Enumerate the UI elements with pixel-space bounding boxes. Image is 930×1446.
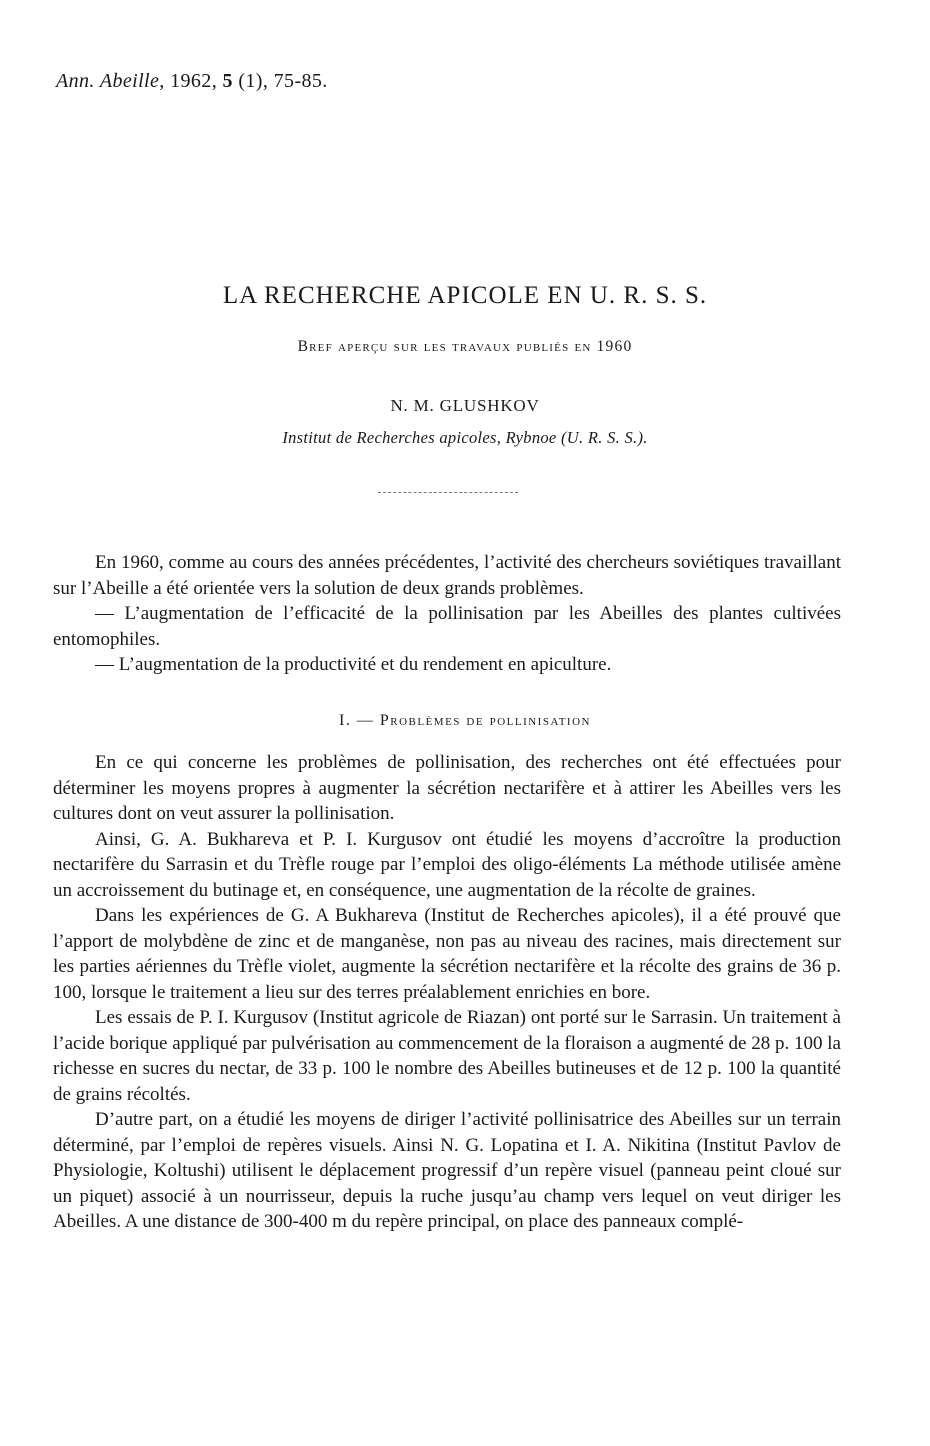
body-paragraph: En ce qui concerne les problèmes de pollinisation, des recherches ont été effectuées pour déterminer les moyens propres à augmenter la sécrétion nectarifère et à attirer les Abeilles vers les cultures dont on veut assurer la pollinisation.: [53, 752, 841, 824]
body-paragraph: Les essais de P. I. Kurgusov (Institut agricole de Riazan) ont porté sur le Sarrasin. Un traitement à l’acide borique appliqué par pulvérisation au commencement de la floraison a augmenté de 28 p. 100 la richesse en sucres du nectar, de 33 p. 100 le nombre des Abeilles butineuses et de 12 p. 100 la quantité de grains récoltés.: [53, 1007, 841, 1105]
citation-volume: 5: [222, 70, 233, 92]
section-body: [53, 750, 841, 1235]
intro-paragraph: En 1960, comme au cours des années précédentes, l’activité des chercheurs soviétiques travaillant sur l’Abeille a été orientée vers la solution de deux grands problèmes.: [53, 552, 841, 599]
citation-issue-pages: (1), 75-85.: [238, 70, 328, 92]
section-heading: I. — Problèmes de pollinisation: [339, 712, 591, 729]
journal-name: Ann. Abeille,: [56, 70, 165, 92]
author-affiliation: Institut de Recherches apicoles, Rybnoe (U. R. S. S.).: [282, 428, 648, 447]
intro-paragraph: — L’augmentation de l’efficacité de la pollinisation par les Abeilles des plantes cultivées entomophiles.: [53, 603, 841, 650]
body-paragraph: Ainsi, G. A. Bukhareva et P. I. Kurgusov ont étudié les moyens d’accroître la production nectarifère du Sarrasin et du Trèfle rouge par l’emploi des oligo-éléments La méthode utilisée amène un accroissement du butinage et, en conséquence, une augmentation de la récolte de graines.: [53, 828, 841, 901]
intro-paragraph: — L’augmentation de la productivité et du rendement en apiculture.: [95, 654, 612, 675]
intro-block: [53, 550, 841, 678]
body-paragraph: D’autre part, on a étudié les moyens de diriger l’activité pollinisatrice des Abeilles sur un terrain déterminé, par l’emploi de repères visuels. Ainsi N. G. Lopatina et I. A. Nikitina (Institut Pavlov de Physiologie, Koltushi) utilisent le déplacement progressif d’un repère visuel (panneau peint cloué sur un piquet) associé à un nourrisseur, depuis la ruche jusqu’au champ vers lequel on veut diriger les Abeilles. A une distance de 300-400 m du repère principal, on place des panneaux complé-: [53, 1109, 841, 1232]
author-name: N. M. GLUSHKOV: [390, 396, 540, 415]
article-subtitle: Bref aperçu sur les travaux publiés en 1960: [297, 338, 633, 355]
citation-year: 1962,: [170, 70, 218, 92]
article-title: LA RECHERCHE APICOLE EN U. R. S. S.: [222, 282, 708, 309]
body-paragraph: Dans les expériences de G. A Bukhareva (Institut de Recherches apicoles), il a été prouvé que l’apport de molybdène de zinc et de manganèse, non pas au niveau des racines, mais directement sur les parties aériennes du Trèfle violet, augmente la sécrétion nectarifère et la récolte des grains de 36 p. 100, lorsque le traitement a lieu sur des terres préalablement enrichies en bore.: [53, 905, 841, 1003]
section-divider: [378, 492, 518, 495]
citation-header: [56, 70, 328, 93]
